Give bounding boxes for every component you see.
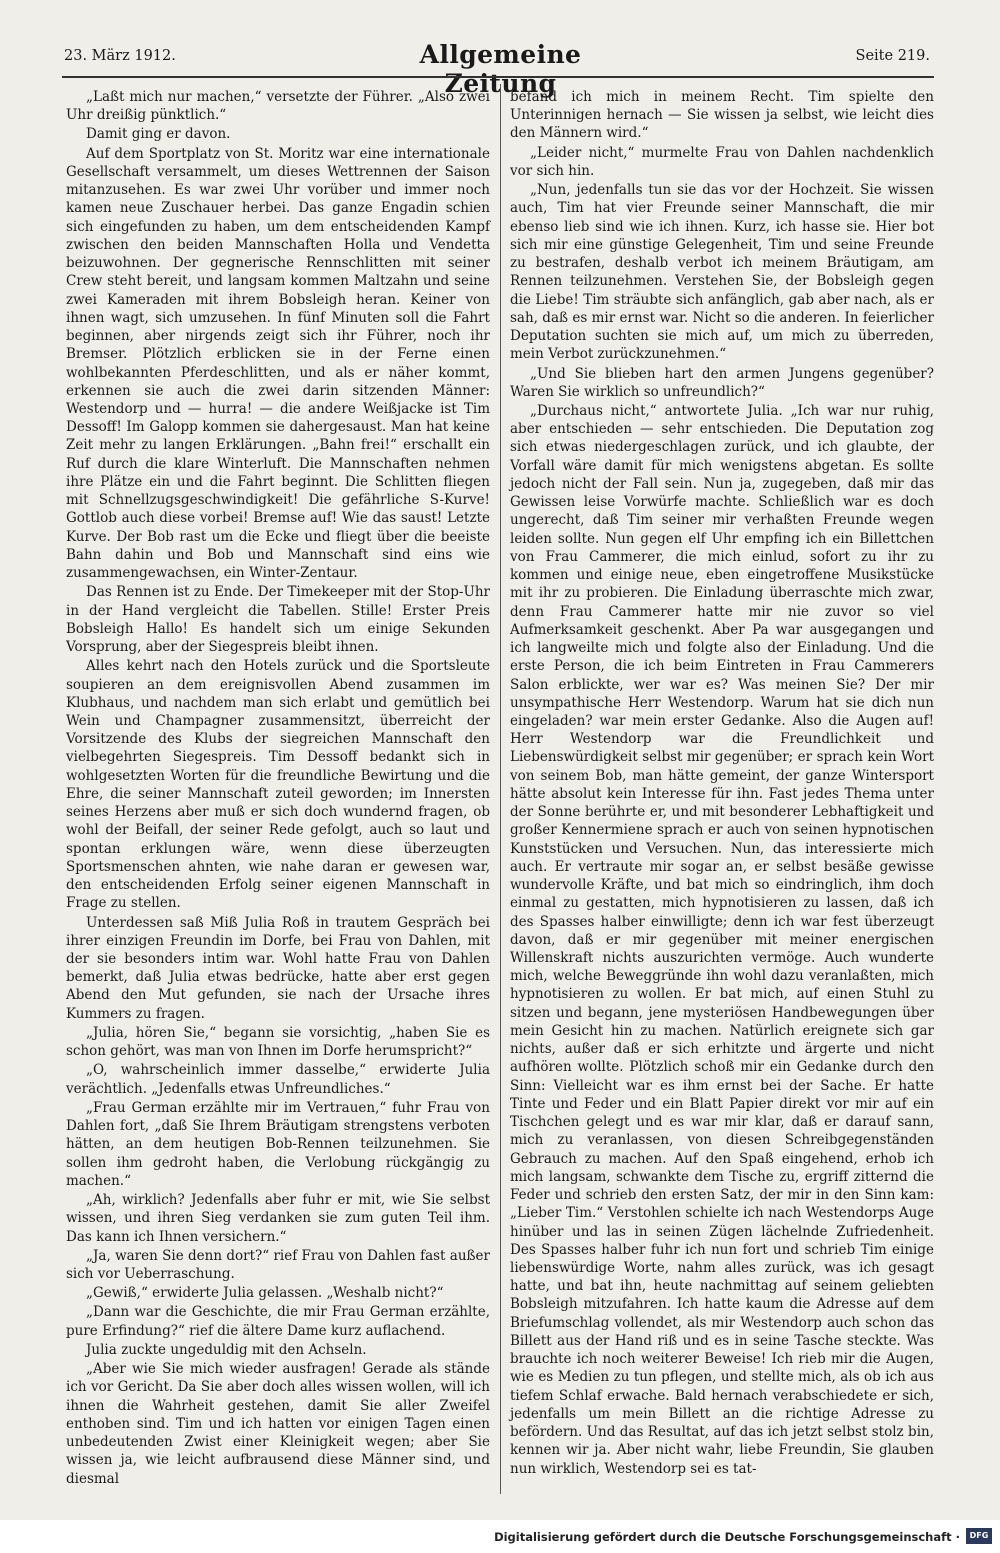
right-column [510, 88, 934, 1488]
paragraph: Julia zuckte ungeduldig mit den Achseln. [86, 1341, 367, 1358]
paragraph: Das Rennen ist zu Ende. Der Timekeeper mit der Stop-Uhr in der Hand vergleicht die Tabellen. Stille! Erster Preis Bobsleigh Hallo! Es handelt sich um einige Sekunden Vorsprung, aber der Siegespreis bleibt ihnen. [66, 584, 490, 656]
paragraph: Auf dem Sportplatz von St. Moritz war eine internationale Gesellschaft versammelt, um dieses Wettrennen der Saison mitanzusehen. Es war zwei Uhr vorüber und immer noch kamen neue Zuschauer herbei. Das ganze Engadin schien sich eingefunden zu haben, um dem entscheidenden Kampf zwischen den beiden Mannschaften Holla und Vendetta beizuwohnen. Der gegnerische Rennschlitten mit seiner Crew steht bereit, und langsam kommen Maltzahn und seine zwei Kameraden mit ihrem Bobsleigh heran. Keiner von ihnen wagt, sich umzusehen. In fünf Minuten soll die Fahrt beginnen, aber nirgends zeigt sich ihr Führer, noch ihr Bremser. Plötzlich erblicken sie in der Ferne einen wohlbekannten Pferdeschlitten, und als er näher kommt, erkennen sie auch die zwei darin sitzenden Männer: Westendorp und — hurra! — die andere Weißjacke ist Tim Dessoff! Im Galopp kommen sie dahergesaust. Man hat keine Zeit mehr zu langen Erklärungen. „Bahn frei!“ erschallt ein Ruf durch die klare Winterluft. Die Mannschaften nehmen ihre Plätze ein und die Fahrt beginnt. Die Schlitten fliegen mit Schnellzugsgeschwindigkeit! Die gefährliche S-Kurve! Gottlob auch diese vorbei! Bremse auf! Wie das saust! Letzte Kurve. Der Bob rast um die Ecke und fliegt über die beeiste Bahn dahin und Bob und Mannschaft sind eins wie zusammengewachsen, ein Winter-Zentaur. [66, 145, 490, 582]
paragraph: befand ich mich in meinem Recht. Tim spielte den Unterinnigen hernach — Sie wissen ja selbst, wie leicht dies den Männern wird.“ [510, 89, 934, 142]
paragraph: Damit ging er davon. [86, 126, 231, 143]
paragraph: Unterdessen saß Miß Julia Roß in trautem Gespräch bei ihrer einzigen Freundin im Dorfe, bei Frau von Dahlen, mit der sie besonders intim war. Wohl hatte Frau von Dahlen bemerkt, daß Julia etwas bedrücke, hatte aber erst gegen Abend den Mut gefunden, sie nach der Ursache ihres Kummers zu fragen. [66, 914, 490, 1022]
column-divider [500, 84, 501, 1494]
header-rule [62, 76, 934, 78]
paragraph: „Julia, hören Sie,“ begann sie vorsichtig, „haben Sie es schon gehört, was man von Ihnen im Dorfe herumspricht?“ [66, 1024, 490, 1060]
paragraph: „Frau German erzählte mir im Vertrauen,“ fuhr Frau von Dahlen fort, „daß Sie Ihrem Bräutigam strengstens verboten hätten, an dem heutigen Bob-Rennen teilzunehmen. Sie sollen ihm gedroht haben, die Verlobung rückgängig zu machen.“ [66, 1099, 490, 1189]
paragraph: „Aber wie Sie mich wieder ausfragen! Gerade als stände ich vor Gericht. Da Sie aber doch alles wissen wollen, will ich ihnen die Wahrheit gestehen, damit Sie aller Zweifel enthoben sind. Tim und ich hatten vor einigen Tagen einen unbedeutenden Zwist einer Kleinigkeit wegen; aber Sie wissen ja, wie leicht aufbrausend diese Männer sind, und diesmal [66, 1361, 490, 1487]
header-page-number: Seite 219. [855, 48, 930, 64]
paragraph: „Ah, wirklich? Jedenfalls aber fuhr er mit, wie Sie selbst wissen, und ihren Sieg verdanken sie zum guten Teil ihm. Das kann ich Ihnen versichern.“ [66, 1192, 490, 1245]
paragraph: „Durchaus nicht,“ antwortete Julia. „Ich war nur ruhig, aber entschieden — sehr entschieden. Die Deputation zog sich etwas niedergeschlagen zurück, und ich glaubte, der Vorfall wäre damit für mich wenigstens abgetan. Es sollte jedoch nicht der Fall sein. Nun ja, zugegeben, daß mir das Gewissen leise Vorwürfe machte. Schließlich war es doch ungerecht, daß Tim seiner mir verhaßten Freunde wegen leiden sollte. Nun gegen elf Uhr empfing ich ein Billettchen von Frau Cammerer, die mich einlud, sofort zu ihr zu kommen und einige neue, eben eingetroffene Musikstücke mit ihr zu probieren. Die Einladung überraschte mich zwar, denn Frau Cammerer hatte mir nie zuvor so viel Aufmerksamkeit geschenkt. Aber Pa war ausgegangen und ich langweilte mich und folgte also der Einladung. Und die erste Person, die ich beim Eintreten in Frau Cammerers Salon erblickte, wer war es? Was meinen Sie? Der mir unsympathische Herr Westendorp. Warum hat sie dich nun eingeladen? war mein erster Gedanke. Also die Augen auf! Herr Westendorp war die Freundlichkeit und Liebenswürdigkeit selbst mir gegenüber; er sprach kein Wort von seinem Bob, man hätte gemeint, der ganze Wintersport hätte absolut kein Interesse für ihn. Fast jedes Thema unter der Sonne berührte er, und mit besonderer Lebhaftigkeit und großer Kennermiene sprach er auch von seinen hypnotischen Kunststücken und Versuchen. Nun, das interessierte mich auch. Er vertraute mir sogar an, er selbst besäße gewisse wundervolle Kräfte, und bat mich so eindringlich, ihm doch einmal zu gestatten, mich hypnotisieren zu lassen, daß ich des Spasses halber einwilligte; denn ich war fest überzeugt davon, daß er mir gegenüber mit meiner energischen Willenskraft nichts auszurichten vermöge. Auch wunderte mich, welche Beweggründe ihn wohl dazu veranlaßten, mich hypnotisieren zu wollen. Er bat mich, auf einen Stuhl zu sitzen und begann, jene mysteriösen Handbewegungen über mein Gesicht hin zu machen. Natürlich ereignete sich gar nichts, außer daß er sich erhitzte und ärgerte und nicht aufhören wollte. Plötzlich schoß mir ein Gedanke durch den Sinn: Vielleicht war es ihm ernst bei der Sache. Er hatte Tinte und Feder und ein Blatt Papier direkt vor mir auf ein Tischchen gelegt und es war mir klar, daß er darauf sann, mich zu veranlassen, von diesen Schreibgegenständen Gebrauch zu machen. Auf den Spaß eingehend, erhob ich mich langsam, schwankte dem Tische zu, ergriff zitternd die Feder und schrieb den ersten Satz, der mir in den Sinn kam: „Lieber Tim.“ Verstohlen schielte ich nach Westendorps Auge hinüber und las in seinen Zügen lächelnde Zufriedenheit. Des Spasses halber fuhr ich nun fort und schrieb Tim einige liebenswürdige Worte, nahm alles zurück, was ich gesagt hatte, und bat ihn, heute nachmittag auf seinem geliebten Bobsleigh mitzufahren. Ich hatte kaum die Adresse auf dem Briefumschlag vollendet, als mir Westendorp auch schon das Billett aus der Hand riß und es in seine Tasche steckte. Was brauchte ich noch weiterer Beweise! Ich rieb mir die Augen, wie es Medien zu tun pflegen, und stellte mich, als ob ich aus tiefem Schlaf erwache. Bald hernach verabschiedete er sich, jedenfalls um mein Billett an die richtige Adresse zu befördern. Und das Resultat, auf das ich jetzt selbst stolz bin, kennen wir ja. Aber nicht wahr, liebe Freundin, Sie glauben nun wirklich, Westendorp sei es tat- [510, 402, 934, 1477]
header-date: 23. März 1912. [64, 48, 176, 64]
paragraph: „Gewiß,“ erwiderte Julia gelassen. „Weshalb nicht?“ [86, 1285, 444, 1302]
paragraph: „O, wahrscheinlich immer dasselbe,“ erwiderte Julia verächtlich. „Jedenfalls etwas Unfreundliches.“ [66, 1062, 490, 1097]
dfg-logo-icon: DFG [966, 1528, 992, 1544]
paragraph: „Laßt mich nur machen,“ versetzte der Führer. „Also zwei Uhr dreißig pünktlich.“ [66, 89, 490, 124]
funding-credit: Digitalisierung gefördert durch die Deutsche Forschungsgemeinschaft · [494, 1530, 960, 1544]
paragraph: „Und Sie blieben hart den armen Jungens gegenüber? Waren Sie wirklich so unfreundlich?“ [510, 365, 934, 400]
paragraph: „Dann war die Geschichte, die mir Frau German erzählte, pure Erfindung?“ rief die ältere Dame kurz auflachend. [66, 1304, 490, 1339]
masthead-title: Allgemeine Zeitung [419, 40, 582, 98]
paragraph: „Nun, jedenfalls tun sie das vor der Hochzeit. Sie wissen auch, Tim hat vier Freunde seiner Mannschaft, die mir ebenso lieb sind wie ich ihnen. Kurz, ich hasse sie. Hier bot sich mir eine günstige Gelegenheit, Tim und seine Freunde zu bestrafen, deshalb verbot ich meinem Bräutigam, am Rennen teilzunehmen. Verstehen Sie, der Bobsleigh gegen die Liebe! Tim sträubte sich anfänglich, gab aber nach, als er sah, daß es mir ernst war. Nicht so die anderen. In feierlicher Deputation suchten sie mich auf, um mich zu überreden, mein Verbot zurückzunehmen.“ [510, 182, 934, 363]
paragraph: „Ja, waren Sie denn dort?“ rief Frau von Dahlen fast außer sich vor Ueberraschung. [66, 1247, 490, 1282]
paragraph: „Leider nicht,“ murmelte Frau von Dahlen nachdenklich vor sich hin. [510, 144, 934, 179]
paragraph: Alles kehrt nach den Hotels zurück und die Sportsleute soupieren an dem ereignisvollen Abend zusammen im Klubhaus, und nachdem man sich erlabt und gemütlich bei Wein und Champagner zusammensitzt, überreicht der Vorsitzende des Klubs der siegreichen Mannschaft den vielbegehrten Siegespreis. Tim Dessoff bedankt sich in wohlgesetzten Worten für die freundliche Bewirtung und die Ehre, die seiner Mannschaft zuteil geworden; im Innersten seines Herzens aber muß er sich doch wundernd fragen, ob wohl der Beifall, der seiner Rede gefolgt, auch so laut und spontan erklungen wäre, wenn diese überzeugten Sportsmenschen ahnten, wie nahe daran er gewesen war, den entscheidenden Erfolg seiner eigenen Mannschaft in Frage zu stellen. [66, 658, 490, 912]
footer-bar [0, 1520, 1000, 1553]
left-column [66, 88, 490, 1488]
